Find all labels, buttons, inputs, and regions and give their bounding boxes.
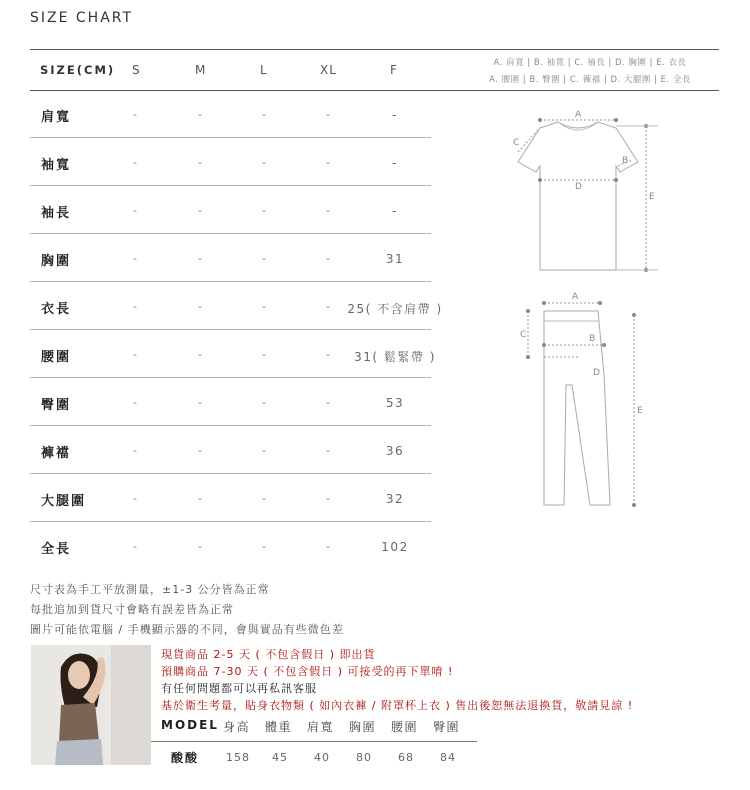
photo-wall	[111, 645, 151, 765]
top-measurement-diagram	[500, 100, 670, 280]
cell-xl: -	[326, 492, 330, 505]
size-header-l: L	[260, 63, 268, 77]
table-row	[30, 330, 436, 378]
table-row	[30, 186, 431, 234]
table-row	[30, 138, 431, 186]
measure-dot	[542, 301, 546, 305]
diagram-label-e: E	[637, 406, 643, 416]
legend-pants: A. 腰圍 | B. 臀圍 | C. 褲襠 | D. 大腿圍 | E. 全長	[489, 75, 691, 85]
size-header-s: S	[132, 63, 141, 77]
row-label: 袖長	[41, 206, 72, 221]
model-header-weight: 體重	[265, 720, 293, 734]
model-value-hip: 84	[440, 751, 456, 764]
model-header-bust: 胸圍	[349, 720, 377, 734]
diagram-label-a: A	[575, 110, 582, 120]
row-label: 胸圍	[41, 254, 72, 269]
notice-line: 現貨商品 2-5 天 ( 不包含假日 ) 即出貨	[161, 648, 376, 661]
cell-s: -	[133, 252, 137, 265]
cell-m: -	[198, 108, 202, 121]
measure-dot	[614, 178, 618, 182]
cell-f: 25( 不含肩帶 )	[347, 302, 443, 316]
cell-f: -	[392, 204, 398, 218]
table-row	[30, 234, 431, 282]
measure-dot	[632, 313, 636, 317]
table-row	[30, 90, 431, 138]
cell-f: -	[392, 108, 398, 122]
measure-dot	[602, 343, 606, 347]
cell-xl: -	[326, 348, 330, 361]
row-label: 袖寬	[41, 158, 72, 173]
cell-m: -	[198, 348, 202, 361]
size-header-xl: XL	[320, 63, 337, 77]
measurement-note: 尺寸表為手工平放測量，±1-3 公分皆為正常	[30, 583, 270, 596]
cell-m: -	[198, 444, 202, 457]
top-outline	[518, 122, 638, 270]
model-top	[59, 703, 99, 743]
model-value-shoulder: 40	[314, 751, 330, 764]
row-label: 大腿圍	[41, 494, 87, 509]
model-table-rule	[151, 741, 477, 742]
row-label: 全長	[41, 542, 72, 557]
model-value-waist: 68	[398, 751, 414, 764]
cell-l: -	[262, 204, 266, 217]
table-row	[30, 426, 431, 474]
measure-dot	[542, 343, 546, 347]
cell-l: -	[262, 300, 266, 313]
model-header-label: MODEL	[161, 718, 219, 732]
cell-s: -	[133, 492, 137, 505]
cell-xl: -	[326, 108, 330, 121]
cell-xl: -	[326, 444, 330, 457]
row-label: 肩寬	[41, 110, 72, 125]
cell-f: 31( 鬆緊帶 )	[354, 350, 436, 364]
cell-s: -	[133, 300, 137, 313]
cell-f: 36	[385, 444, 405, 458]
model-value-height: 158	[226, 751, 250, 764]
cell-l: -	[262, 348, 266, 361]
cell-xl: -	[326, 300, 330, 313]
cell-s: -	[133, 444, 137, 457]
top-neckline	[558, 122, 598, 130]
table-row	[30, 282, 443, 330]
size-header-m: M	[195, 63, 207, 77]
row-label: 臀圍	[41, 398, 72, 413]
notice-line: 基於衛生考量，貼身衣物類 ( 如內衣褲 / 附罩杯上衣 ) 售出後恕無法退換貨，敬請見諒 !	[161, 699, 634, 712]
row-label: 腰圍	[41, 350, 72, 365]
notice-line: 預購商品 7-30 天 ( 不包含假日 ) 可接受的再下單唷 !	[161, 665, 454, 678]
diagram-label-b: B	[589, 334, 596, 344]
cell-l: -	[262, 108, 266, 121]
diagram-label-d: D	[593, 368, 600, 378]
cell-l: -	[262, 492, 266, 505]
cell-s: -	[133, 348, 137, 361]
row-label: 褲襠	[41, 446, 72, 461]
measure-dot	[614, 118, 618, 122]
legend-top: A. 肩寬 | B. 袖寬 | C. 袖長 | D. 胸圍 | E. 衣長	[493, 58, 687, 68]
model-header-shoulder: 肩寬	[307, 720, 335, 734]
pants-measurement-diagram	[510, 285, 660, 515]
table-row	[30, 378, 431, 426]
size-column-header: SIZE(CM)	[40, 63, 116, 77]
cell-m: -	[198, 540, 202, 553]
measure-dot	[538, 178, 542, 182]
model-value-weight: 45	[272, 751, 288, 764]
measurement-note: 每批追加到貨尺寸會略有誤差皆為正常	[30, 603, 234, 616]
model-jeans	[55, 739, 103, 765]
diagram-label-b: B	[622, 156, 629, 166]
notice-line: 有任何問題都可以再私訊客服	[161, 682, 317, 695]
cell-s: -	[133, 156, 137, 169]
diagram-label-d: D	[575, 182, 582, 192]
cell-m: -	[198, 492, 202, 505]
cell-f: 31	[385, 252, 405, 266]
diagram-label-e: E	[649, 192, 655, 202]
cell-xl: -	[326, 396, 330, 409]
diagram-label-a: A	[572, 292, 579, 302]
measure-dot	[526, 309, 530, 313]
cell-s: -	[133, 540, 137, 553]
cell-xl: -	[326, 540, 330, 553]
cell-xl: -	[326, 252, 330, 265]
cell-l: -	[262, 252, 266, 265]
cell-s: -	[133, 396, 137, 409]
size-header-f: F	[390, 63, 398, 77]
cell-f: -	[392, 156, 398, 170]
page-title: SIZE CHART	[30, 10, 134, 26]
cell-m: -	[198, 300, 202, 313]
cell-f: 102	[381, 540, 409, 554]
measure-dot	[526, 355, 530, 359]
cell-l: -	[262, 396, 266, 409]
model-header-height: 身高	[223, 720, 251, 734]
table-row	[30, 474, 431, 522]
cell-l: -	[262, 156, 266, 169]
cell-xl: -	[326, 204, 330, 217]
cell-f: 32	[385, 492, 405, 506]
cell-l: -	[262, 444, 266, 457]
model-name: 酸酸	[171, 751, 200, 765]
measurement-note: 圖片可能依電腦 / 手機顯示器的不同，會與實品有些微色差	[30, 623, 344, 636]
table-row	[30, 522, 431, 570]
measure-dot	[598, 301, 602, 305]
cell-s: -	[133, 204, 137, 217]
diagram-label-c: C	[513, 138, 520, 148]
model-header-waist: 腰圍	[391, 720, 419, 734]
row-label: 衣長	[41, 302, 72, 317]
cell-m: -	[198, 156, 202, 169]
cell-f: 53	[385, 396, 405, 410]
model-header-hip: 臀圍	[433, 720, 461, 734]
cell-m: -	[198, 252, 202, 265]
model-face	[68, 661, 90, 689]
measure-dot	[538, 118, 542, 122]
model-value-bust: 80	[356, 751, 372, 764]
diagram-label-c: C	[520, 330, 527, 340]
cell-s: -	[133, 108, 137, 121]
measure-line-c	[518, 130, 538, 152]
cell-m: -	[198, 396, 202, 409]
header-top-rule	[30, 49, 719, 50]
pants-outline	[544, 311, 610, 505]
cell-l: -	[262, 540, 266, 553]
cell-xl: -	[326, 156, 330, 169]
model-photo	[31, 645, 151, 765]
cell-m: -	[198, 204, 202, 217]
measure-dot	[632, 503, 636, 507]
